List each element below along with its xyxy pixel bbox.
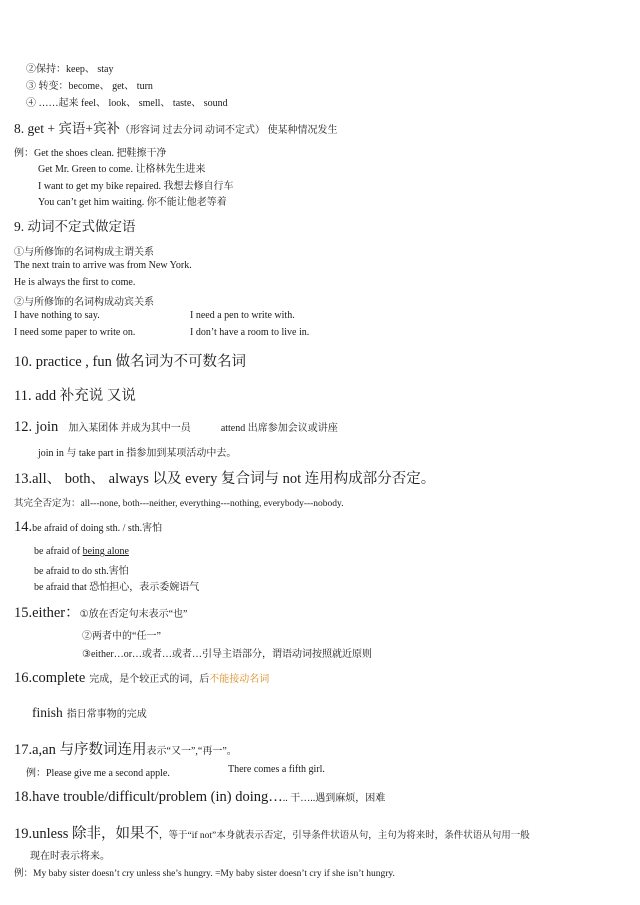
section-10-heading: 10. practice , fun 做名词为不可数名词 [14,354,246,370]
example-8-2: Get Mr. Green to come. 让格林先生进来 [38,164,206,175]
line-become: ③ 转变：become、 get、 turn [26,81,153,92]
section-18-title: 18.have trouble/difficult/problem (in) doing… [14,789,283,805]
section-14-note: be afraid of doing sth. / sth.害怕 [32,523,163,534]
line-feel: ④ ……起来 feel、 look、 smell、 taste、 sound [26,98,228,109]
section-17-note: 表示“又一”,“再一”。 [146,746,237,757]
section-12-detail: join in 与 take part in 指参加到某项活动中去。 [38,448,237,459]
section-15-point-2: ②两者中的“任一” [82,631,161,642]
section-12-heading [14,418,338,436]
section-8-note: （形容词 过去分词 动词不定式） 使某种情况发生 [119,125,338,136]
section-9-point-1: ①与所修饰的名词构成主谓关系 [14,247,154,258]
section-19-example: 例：My baby sister doesn’t cry unless she’s hungry. =My baby sister doesn’t cry if she isn’t hungry. [14,869,395,879]
section-8-title: 8. get + 宾语+宾补 [14,121,120,136]
section-16-finish-note: 指日常事物的完成 [66,709,147,720]
section-19-note-cont: 现在时表示将来。 [30,851,110,862]
section-18-heading [14,788,385,806]
section-9-example-1: The next train to arrive was from New York. [14,260,192,271]
example-8-1: 例：Get the shoes clean. 把鞋擦干净 [14,148,167,159]
section-12-note-1: 加入某团体 并成为其中一员 [68,423,191,434]
section-17-title: 17.a,an 与序数词连用 [14,742,147,758]
section-13-heading: 13.all、 both、 always 以及 every 复合词与 not 连用构成部分否定。 [14,471,436,487]
example-8-4: You can’t get him waiting. 你不能让他老等着 [38,197,227,208]
section-19-note: ，等于“if not”本身就表示否定，引导条件状语从句，主句为将来时，条件状语从句用一般 [159,831,530,841]
section-16-finish [32,704,147,722]
section-9-example-6: I don’t have a room to live in. [190,327,310,338]
section-9-example-4: I need a pen to write with. [190,310,295,321]
section-17-example-1: 例：Please give me a second apple. [26,768,170,779]
section-18-note: .. 干…..遇到麻烦，困难 [282,793,386,804]
section-15-heading [14,601,187,622]
section-16-note: 完成，是个较正式的词，后 [89,674,210,685]
section-16-finish-word: finish [32,705,63,720]
section-14-example-1 [34,546,129,557]
section-9-point-2: ②与所修饰的名词构成动宾关系 [14,297,154,308]
section-9-heading: 9. 动词不定式做定语 [14,219,136,234]
section-16-highlight: 不能接动名词 [209,674,270,685]
section-14-example-1-underlined: being alone [82,546,129,557]
section-15-title: 15.either： [14,605,80,621]
section-15-note: ①放在否定句末表示“也” [79,609,188,620]
section-14-heading [14,518,162,536]
section-9-example-5: I need some paper to write on. [14,327,136,338]
section-15-point-3: ③either…or…或者…或者…引导主语部分，谓语动词按照就近原则 [82,649,373,660]
section-14-example-1-text: be afraid of [34,546,83,557]
section-19-title: 19.unless 除非，如果不 [14,826,159,842]
line-keep: ②保持：keep、 stay [26,64,114,75]
section-9-example-3: I have nothing to say. [14,310,100,321]
section-12-title: 12. join [14,419,59,435]
section-11-heading: 11. add 补充说 又说 [14,388,136,404]
section-14-example-3: be afraid that 恐怕担心，表示委婉语气 [34,582,200,593]
section-16-heading [14,669,269,687]
section-16-title: 16.complete [14,670,86,686]
section-9-example-2: He is always the first to come. [14,277,136,288]
section-17-heading [14,738,237,759]
section-19-heading [14,822,530,843]
section-8-heading [14,117,337,138]
section-17-example-2: There comes a fifth girl. [228,764,325,775]
section-12-note-2: attend 出席参加会议或讲座 [220,423,338,434]
section-13-detail: 其完全否定为：all---none, both---neither, everything---nothing, everybody---nobody. [14,499,344,509]
section-14-example-2: be afraid to do sth.害怕 [34,566,129,577]
section-14-title: 14. [14,519,33,535]
example-8-3: I want to get my bike repaired. 我想去修自行车 [38,181,234,192]
